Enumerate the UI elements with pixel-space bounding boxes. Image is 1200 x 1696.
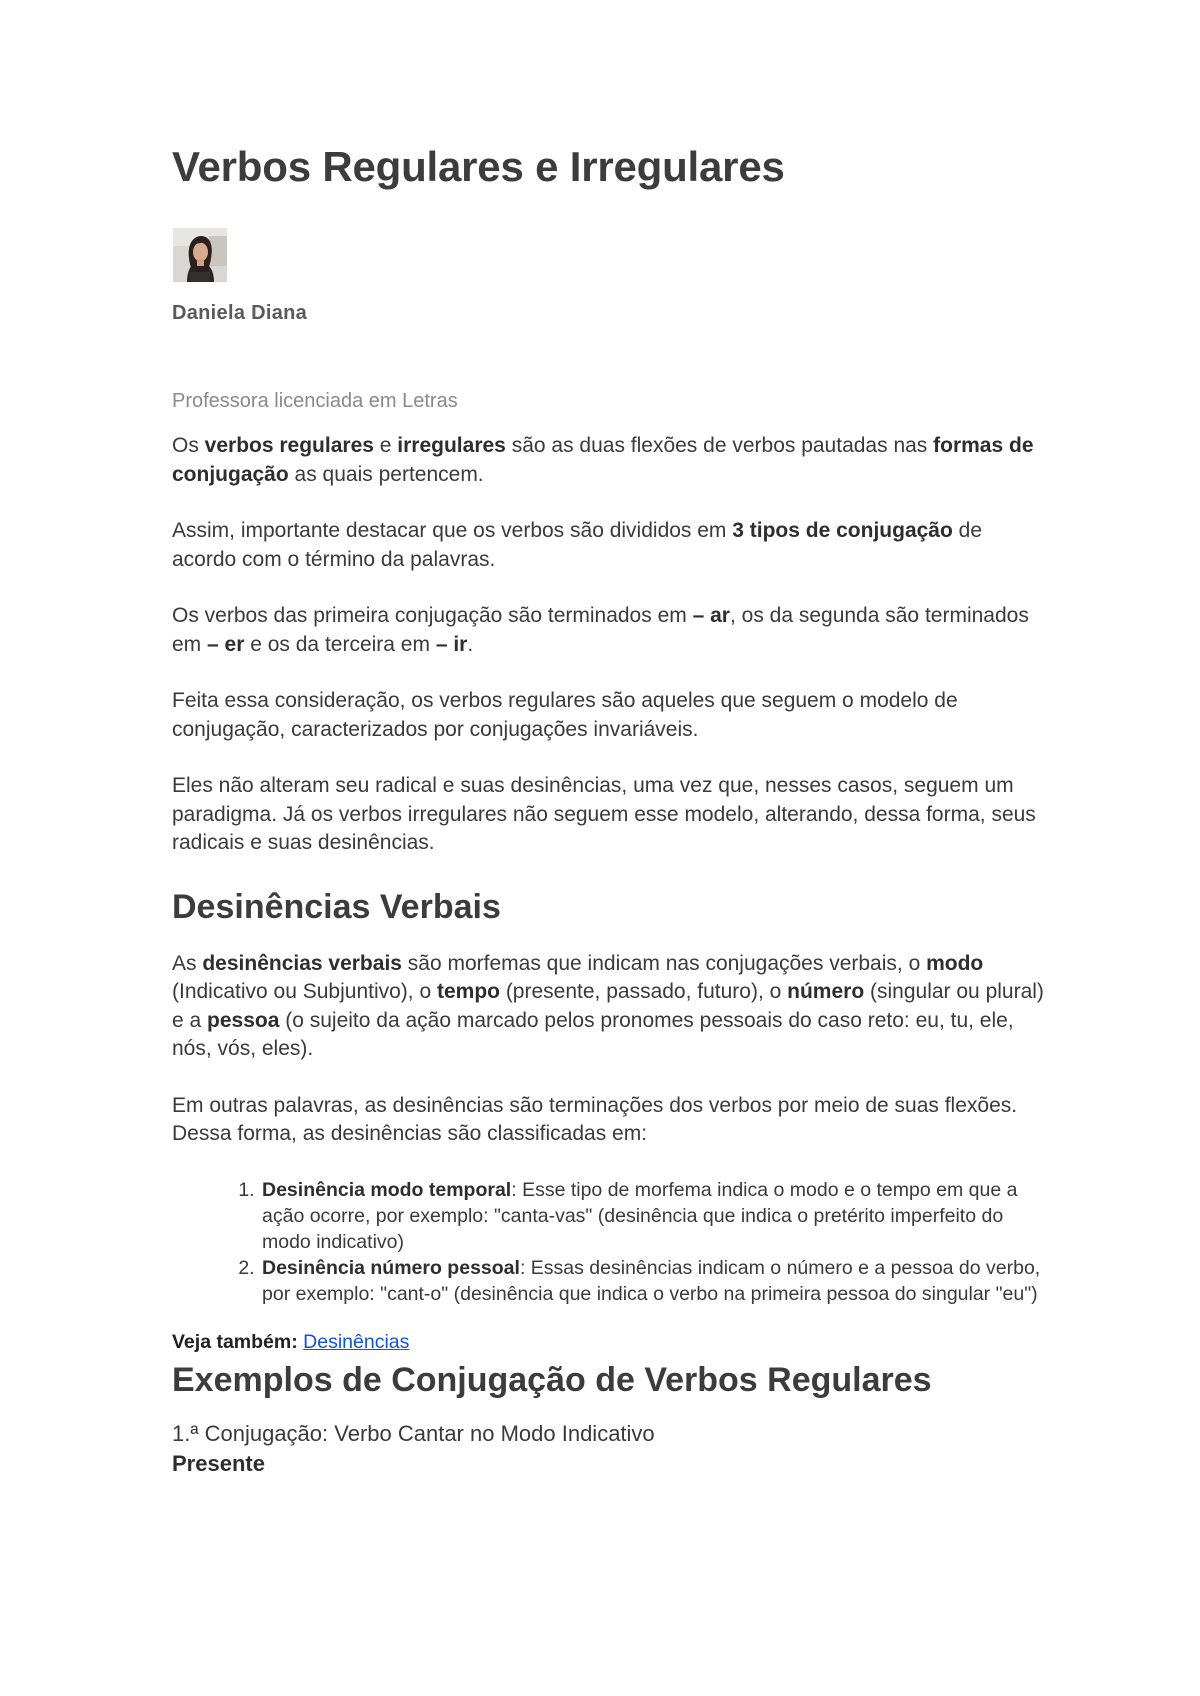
bold-term: irregulares (397, 434, 506, 457)
bold-term: 3 tipos de conjugação (732, 519, 953, 542)
text-span: as quais pertencem. (288, 462, 484, 486)
bold-term: verbos regulares (204, 434, 374, 457)
list-item-text: : Essas desinências indicam o número e a pessoa do verbo, por exemplo: "cant-o" (desinência que indica o verbo na primeira pessoa do singular "eu") (262, 1256, 1041, 1305)
see-also-label: Veja também: (172, 1330, 298, 1353)
intro-paragraph-5: Eles não alteram seu radical e suas desinências, uma vez que, nesses casos, seguem um paradigma. Já os verbos irregulares não seguem esse modelo, alterando, dessa forma, seus radicais e suas desinências. (172, 774, 1036, 854)
text-span: são as duas flexões de verbos pautadas nas (505, 434, 934, 457)
bold-term: formas de conjugação (172, 434, 1034, 486)
bold-term: modo (926, 951, 984, 975)
author-avatar (173, 228, 227, 282)
bold-term: – ar (692, 604, 730, 627)
text-span: de acordo com o término da palavras. (172, 519, 983, 571)
text-span: As (172, 951, 203, 975)
example-line: 1.ª Conjugação: Verbo Cantar no Modo Indicativo (172, 1420, 655, 1446)
text-span: são morfemas que indicam nas conjugações verbais, o (401, 951, 927, 975)
text-span: , os da segunda são terminados em (172, 604, 1029, 656)
list-item-term: Desinência número pessoal (262, 1256, 520, 1279)
desinencias-paragraph-1 (172, 950, 1052, 1064)
text-span: Os verbos das primeira conjugação são terminados em (172, 604, 693, 627)
text-span: (presente, passado, futuro), o (499, 980, 788, 1003)
example-subheading: Presente (172, 1450, 265, 1476)
text-span: Assim, importante destacar que os verbos são divididos em (172, 519, 733, 542)
intro-paragraph-3 (172, 602, 1052, 659)
desinencias-paragraph-2: Em outras palavras, as desinências são terminações dos verbos por meio de suas flexões. Dessa forma, as desinências são classificadas em: (172, 1093, 1018, 1145)
page-title: Verbos Regulares e Irregulares (172, 143, 785, 190)
bold-term: pessoa (207, 1008, 280, 1032)
list-item-text: : Esse tipo de morfema indica o modo e o tempo em que a ação ocorre, por exemplo: "canta-vas" (desinência que indica o pretérito imperfeito do modo indicativo) (262, 1178, 1018, 1253)
text-span: . (467, 632, 474, 656)
bold-term: número (787, 980, 865, 1003)
bold-term: desinências verbais (202, 951, 402, 975)
text-span: e (373, 434, 398, 457)
author-photo (173, 228, 227, 282)
text-span: (Indicativo ou Subjuntivo), o (172, 980, 437, 1003)
list-item-term: Desinência modo temporal (262, 1178, 512, 1201)
author-name: Daniela Diana (172, 302, 308, 324)
see-also-link[interactable]: Desinências (303, 1330, 410, 1353)
intro-paragraph-1 (172, 432, 1052, 489)
text-span: (singular ou plural) e a (172, 980, 1044, 1032)
bold-term: – er (207, 632, 245, 656)
desinencias-list (172, 1177, 1052, 1307)
author-role: Professora licenciada em Letras (172, 390, 458, 412)
text-span: (o sujeito da ação marcado pelos pronomes pessoais do caso reto: eu, tu, ele, nós, vós, eles). (172, 1008, 1014, 1060)
list-item (260, 1177, 1052, 1255)
intro-paragraph-4: Feita essa consideração, os verbos regulares são aqueles que seguem o modelo de conjugação, caracterizados por conjugações invariáveis. (172, 689, 958, 741)
text-span: e os da terceira em (244, 632, 436, 656)
text-span: Os (172, 434, 205, 457)
bold-term: – ir (435, 632, 468, 656)
section-heading-examples: Exemplos de Conjugação de Verbos Regulares (172, 1360, 932, 1399)
list-item (260, 1255, 1052, 1307)
article-body (172, 432, 1052, 1479)
section-heading-desinencias: Desinências Verbais (172, 887, 501, 926)
see-also (172, 1329, 1052, 1355)
intro-paragraph-2 (172, 517, 1052, 574)
bold-term: tempo (436, 980, 500, 1003)
